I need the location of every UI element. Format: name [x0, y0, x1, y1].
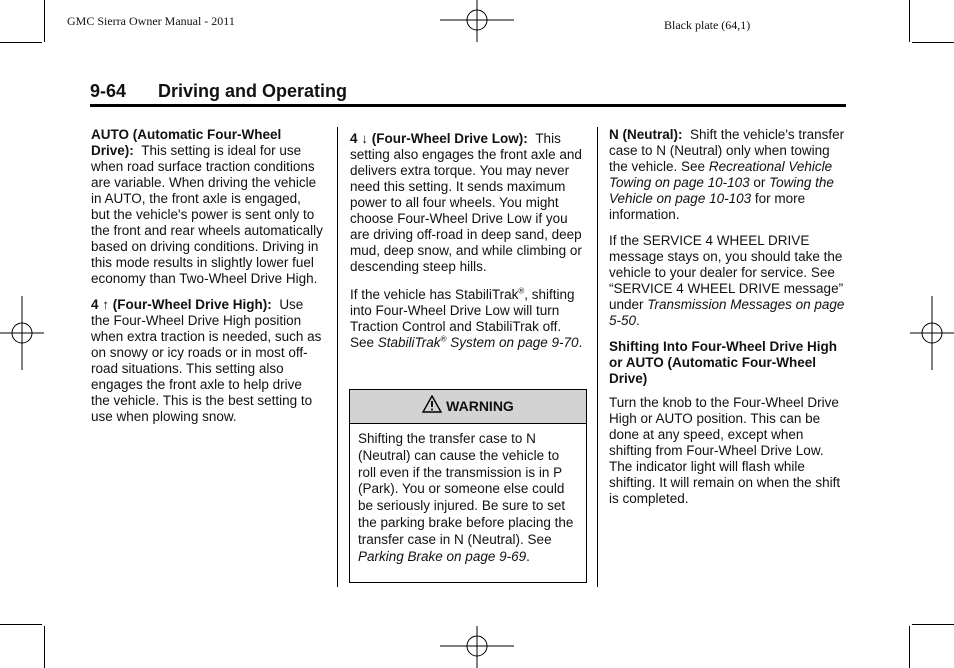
page-number: 9-64 — [90, 81, 127, 101]
registration-mark-left-icon — [0, 296, 44, 370]
manual-title: GMC Sierra Owner Manual - 2011 — [67, 14, 235, 28]
column-divider-1 — [337, 127, 338, 587]
service-ref: Transmission Messages on page 5-50 — [609, 297, 845, 328]
warning-text: Shifting the transfer case to N (Neutral) can cause the vehicle to roll even if the transmission is in P (Park). You or someone else could be seriously injured. Be sure to set the parking brake before placing the transfer case in N (Neutral). See — [358, 431, 574, 547]
period: . — [526, 548, 530, 564]
auto-paragraph — [91, 127, 323, 287]
crop-mark-bottom-right-v — [909, 626, 910, 668]
stabilitrak-text-1: If the vehicle has StabiliTrak — [350, 287, 519, 302]
stabilitrak-paragraph — [350, 287, 586, 351]
crop-mark-bottom-left-v — [44, 626, 45, 668]
neutral-tail: for more information. — [609, 191, 806, 222]
section-title: Driving and Operating — [158, 81, 348, 101]
registered-mark-2: ® — [440, 334, 447, 344]
crop-mark-bottom-right-h — [912, 624, 954, 625]
service-text: If the SERVICE 4 WHEEL DRIVE message stays on, you should take the vehicle to your dealer for service. See “SERVICE 4 WHEEL DRIVE message” under — [609, 233, 844, 312]
crop-mark-top-right-v — [909, 0, 910, 42]
neutral-heading: N (Neutral): — [609, 127, 683, 142]
warning-header — [350, 390, 586, 424]
period: . — [636, 313, 640, 328]
column-divider-2 — [597, 127, 598, 587]
neutral-paragraph — [609, 127, 845, 223]
neutral-text: Shift the vehicle's transfer case to N (Neutral) only when towing the vehicle. See — [609, 127, 845, 174]
warning-ref: Parking Brake on page 9-69 — [358, 548, 527, 564]
arrow-down-icon: ↓ — [361, 131, 369, 146]
registration-mark-bottom-icon — [440, 626, 514, 668]
high-heading: (Four-Wheel Drive High): — [112, 297, 272, 312]
low-text: This setting also engages the front axle and delivers extra torque. You may never need this setting. It sends maximum power to all four wheels. You might choose Four-Wheel Drive Low if you are driving off-road in deep sand, deep mud, deep snow, and while climbing or descending steep hills. — [350, 131, 582, 274]
low-paragraph — [350, 131, 586, 275]
column-1 — [91, 127, 323, 435]
stabilitrak-ref-page: System on page 9-70 — [450, 335, 579, 350]
registration-mark-right-icon — [910, 296, 954, 370]
column-2 — [350, 131, 586, 361]
low-heading: (Four-Wheel Drive Low): — [371, 131, 528, 146]
stabilitrak-text-2: , shifting into Four-Wheel Drive Low will turn Traction Control and StabiliTrak off. See — [350, 287, 575, 350]
arrow-up-icon: ↑ — [102, 297, 110, 312]
crop-mark-top-left-v — [44, 0, 45, 42]
neutral-or: or — [749, 175, 770, 190]
plate-label: Black plate (64,1) — [664, 18, 751, 32]
neutral-ref-2: Towing the Vehicle on page 10-103 — [609, 175, 834, 206]
high-number: 4 — [91, 297, 99, 312]
shift-paragraph — [609, 395, 845, 507]
auto-text: This setting is ideal for use when road surface traction conditions are variable. When driving the vehicle in AUTO, the front axle is engaged, but the vehicle's power is sent only to the front and rear wheels automatically based on driving conditions. Driving in this mode results in slightly lower fuel economy than Two-Wheel Drive High. — [91, 143, 323, 286]
crop-mark-bottom-left-h — [0, 624, 42, 625]
high-paragraph — [91, 297, 323, 425]
registration-mark-top-icon — [440, 0, 514, 42]
auto-heading: AUTO (Automatic Four-Wheel Drive): — [91, 127, 282, 158]
crop-mark-top-left-h — [0, 42, 42, 43]
warning-body — [350, 424, 586, 565]
neutral-ref-1: Recreational Vehicle Towing on page 10-103 — [609, 159, 833, 190]
shift-heading-text: Shifting Into Four-Wheel Drive High or AUTO (Automatic Four-Wheel Drive) — [609, 339, 837, 386]
section-header — [90, 80, 846, 107]
shift-heading — [609, 339, 845, 387]
crop-mark-top-right-h — [912, 42, 954, 43]
shift-text: Turn the knob to the Four-Wheel Drive High or AUTO position. This can be done at any speed, except when shifting from Four-Wheel Drive Low. The indicator light will flash while shifting. It will remain on when the shift is completed. — [609, 395, 841, 506]
high-text: Use the Four-Wheel Drive High position when extra traction is needed, such as on snowy or icy roads or in most off-road situations. This setting also engages the front axle to help drive the vehicle. This is the best setting to use when plowing snow. — [91, 297, 322, 424]
warning-box — [349, 389, 587, 583]
registered-mark: ® — [518, 286, 525, 296]
service-paragraph — [609, 233, 845, 329]
warning-triangle-icon — [422, 395, 442, 413]
warning-label: WARNING — [446, 398, 514, 414]
stabilitrak-ref: StabiliTrak — [377, 335, 441, 350]
column-3 — [609, 127, 845, 517]
low-number: 4 — [350, 131, 358, 146]
period: . — [578, 335, 583, 350]
